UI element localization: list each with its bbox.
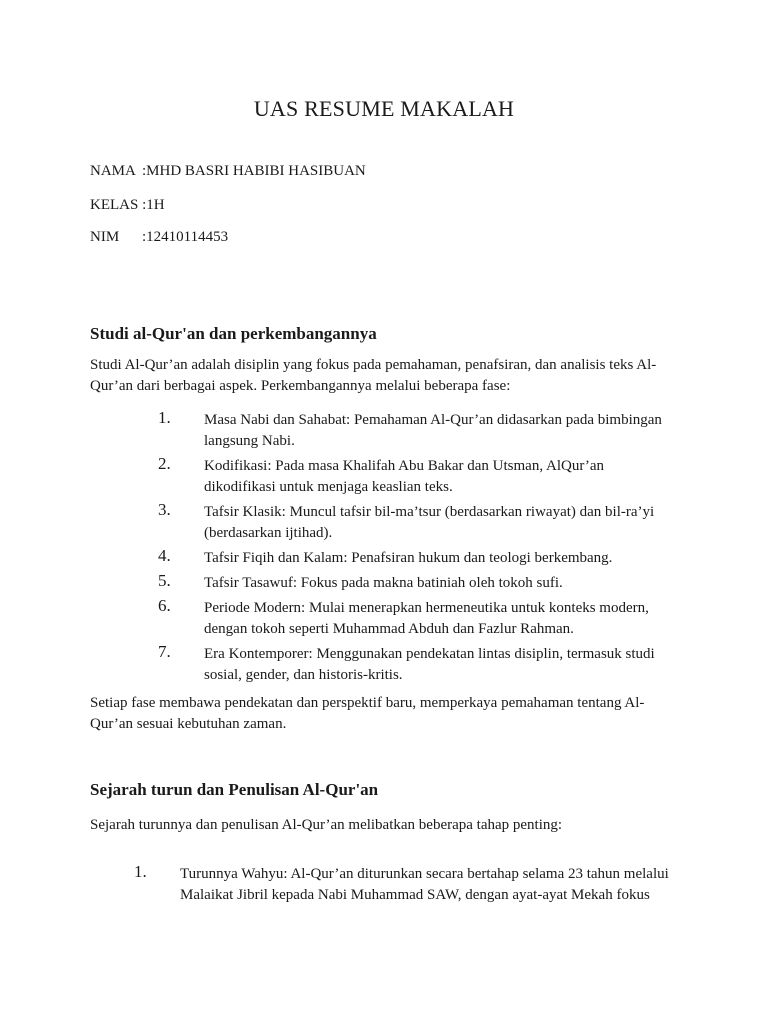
meta-nim xyxy=(90,229,228,246)
section1-intro: Studi Al-Qur’an adalah disiplin yang fokus pada pemahaman, penafsiran, dan analisis teks Al-Qur’an dari berbagai aspek. Perkembangannya melalui beberapa fase: xyxy=(90,357,657,394)
meta-kelas xyxy=(90,197,165,214)
list-item-text: Tafsir Fiqih dan Kalam: Penafsiran hukum dan teologi berkembang. xyxy=(204,550,613,566)
meta-kelas-label: KELAS xyxy=(90,197,139,213)
list-item xyxy=(0,573,768,594)
list-item-text: Era Kontemporer: Menggunakan pendekatan lintas disiplin, termasuk studi sosial, gender, dan historis-kritis. xyxy=(204,646,655,683)
meta-nim-value: :12410114453 xyxy=(142,229,229,245)
section1-heading: Studi al-Qur'an dan perkembangannya xyxy=(90,324,377,343)
list-item xyxy=(0,598,768,640)
list-item-number: 6. xyxy=(158,596,171,615)
list-item xyxy=(0,864,768,906)
section2-list xyxy=(0,864,768,910)
list-item-text: Tafsir Klasik: Muncul tafsir bil-ma’tsur (berdasarkan riwayat) dan bil-ra’yi (berdasarkan ijtihad). xyxy=(204,504,655,541)
list-item-number: 4. xyxy=(158,546,171,565)
list-item-number: 2. xyxy=(158,454,171,473)
list-item-text: Periode Modern: Mulai menerapkan hermeneutika untuk konteks modern, dengan tokoh seperti Muhammad Abduh dan Fazlur Rahman. xyxy=(204,600,649,637)
section2-intro: Sejarah turunnya dan penulisan Al-Qur’an melibatkan beberapa tahap penting: xyxy=(90,817,563,833)
document-title: UAS RESUME MAKALAH xyxy=(253,96,515,121)
list-item-number: 1. xyxy=(134,862,147,881)
list-item xyxy=(0,456,768,498)
list-item-text: Masa Nabi dan Sahabat: Pemahaman Al-Qur’an didasarkan pada bimbingan langsung Nabi. xyxy=(204,412,662,449)
list-item xyxy=(0,502,768,544)
meta-nim-label: NIM xyxy=(90,229,120,245)
list-item-text: Tafsir Tasawuf: Fokus pada makna batiniah oleh tokoh sufi. xyxy=(204,575,563,591)
section1-closing: Setiap fase membawa pendekatan dan perspektif baru, memperkaya pemahaman tentang Al-Qur’an sesuai kebutuhan zaman. xyxy=(90,695,645,732)
list-item-number: 5. xyxy=(158,571,171,590)
meta-kelas-value: :1H xyxy=(142,197,165,213)
meta-nama xyxy=(90,163,366,180)
list-item-number: 7. xyxy=(158,642,171,661)
list-item-number: 3. xyxy=(158,500,171,519)
section1-list xyxy=(0,410,768,690)
list-item-text: Kodifikasi: Pada masa Khalifah Abu Bakar dan Utsman, AlQur’an dikodifikasi untuk menjaga keaslian teks. xyxy=(204,458,605,495)
list-item xyxy=(0,644,768,686)
meta-nama-value: :MHD BASRI HABIBI HASIBUAN xyxy=(142,163,366,179)
section2-heading: Sejarah turun dan Penulisan Al-Qur'an xyxy=(90,780,379,799)
list-item-number: 1. xyxy=(158,408,171,427)
meta-nama-label: NAMA xyxy=(90,163,136,179)
list-item xyxy=(0,548,768,569)
list-item xyxy=(0,410,768,452)
list-item-text: Turunnya Wahyu: Al-Qur’an diturunkan secara bertahap selama 23 tahun melalui Malaikat Jibril kepada Nabi Muhammad SAW, dengan ayat-ayat Mekah fokus xyxy=(180,866,669,903)
